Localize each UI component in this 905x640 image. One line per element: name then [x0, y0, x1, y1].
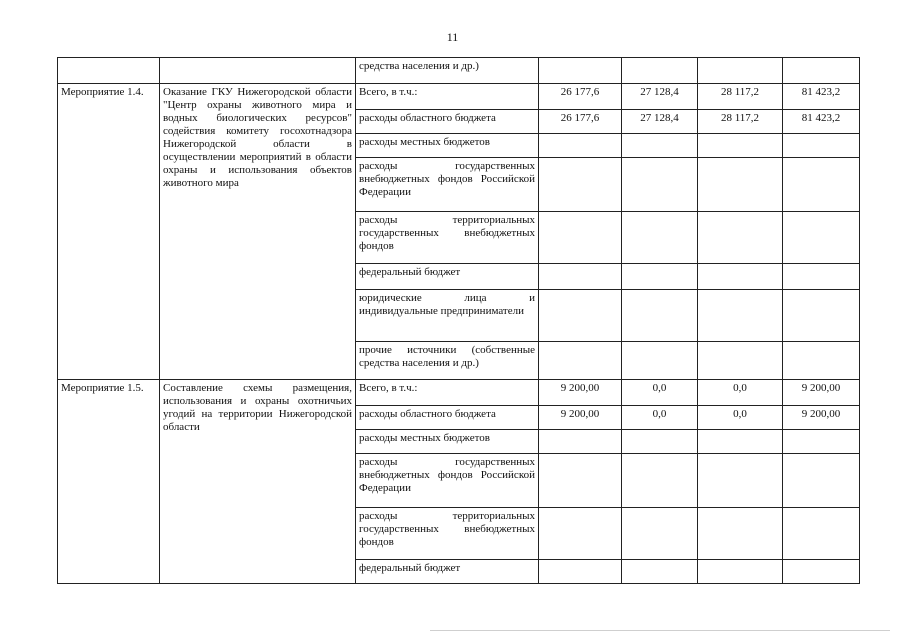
- source-cell: расходы областного бюджета: [356, 110, 539, 134]
- source-cell: федеральный бюджет: [356, 264, 539, 290]
- value-cell: [622, 454, 698, 508]
- value-cell: 9 200,00: [539, 380, 622, 406]
- code-cell: [58, 58, 160, 84]
- table-row: [58, 84, 860, 110]
- value-cell: [698, 342, 783, 380]
- value-cell: [622, 342, 698, 380]
- value-cell: [539, 430, 622, 454]
- value-cell: 0,0: [622, 406, 698, 430]
- source-cell: Всего, в т.ч.:: [356, 380, 539, 406]
- value-cell: [539, 264, 622, 290]
- scan-edge-line: [430, 630, 890, 631]
- value-cell: [698, 454, 783, 508]
- table-row: [58, 380, 860, 406]
- value-cell: [539, 158, 622, 212]
- source-cell: расходы территориальных государственных внебюджетных фондов: [356, 508, 539, 560]
- value-cell: 0,0: [698, 406, 783, 430]
- value-cell: [622, 430, 698, 454]
- value-cell: [783, 134, 860, 158]
- source-cell: расходы областного бюджета: [356, 406, 539, 430]
- value-cell: [698, 134, 783, 158]
- value-cell: 0,0: [698, 380, 783, 406]
- value-cell: 26 177,6: [539, 110, 622, 134]
- value-cell: 28 117,2: [698, 110, 783, 134]
- value-cell: [622, 212, 698, 264]
- value-cell: [783, 264, 860, 290]
- value-cell: [698, 508, 783, 560]
- source-cell: прочие источники (собственные средства населения и др.): [356, 342, 539, 380]
- value-cell: [539, 212, 622, 264]
- value-cell: [698, 560, 783, 584]
- value-cell: [622, 560, 698, 584]
- source-cell: Всего, в т.ч.:: [356, 84, 539, 110]
- value-cell: [698, 212, 783, 264]
- value-cell: 27 128,4: [622, 110, 698, 134]
- measure-code: Мероприятие 1.5.: [58, 380, 160, 584]
- page-number: 11: [446, 30, 459, 44]
- value-cell: 9 200,00: [539, 406, 622, 430]
- value-cell: [783, 212, 860, 264]
- source-cell: расходы государственных внебюджетных фондов Российской Федерации: [356, 454, 539, 508]
- measure-description: Оказание ГКУ Нижегородской области "Центр охраны животного мира и водных биологических ресурсов" содействия комитету госохотнадзора Нижегородской области в осуществлении мероприятий в области охраны и использования объектов животного мира: [160, 84, 356, 380]
- source-cell: расходы территориальных государственных внебюджетных фондов: [356, 212, 539, 264]
- table-row: [58, 58, 860, 84]
- source-cell: расходы местных бюджетов: [356, 134, 539, 158]
- value-cell: 9 200,00: [783, 406, 860, 430]
- measure-description: Составление схемы размещения, использования и охраны охотничьих угодий на территории Нижегородской области: [160, 380, 356, 584]
- value-cell: [783, 454, 860, 508]
- value-cell: [783, 342, 860, 380]
- value-cell: [783, 290, 860, 342]
- value-cell: [622, 58, 698, 84]
- measure-code: Мероприятие 1.4.: [58, 84, 160, 380]
- source-cell: юридические лица и индивидуальные предприниматели: [356, 290, 539, 342]
- value-cell: [539, 134, 622, 158]
- value-cell: [622, 158, 698, 212]
- value-cell: [783, 158, 860, 212]
- value-cell: [783, 560, 860, 584]
- value-cell: [622, 290, 698, 342]
- value-cell: 28 117,2: [698, 84, 783, 110]
- budget-table: [57, 57, 860, 584]
- value-cell: [698, 430, 783, 454]
- value-cell: [783, 508, 860, 560]
- value-cell: [698, 290, 783, 342]
- value-cell: [783, 58, 860, 84]
- value-cell: [783, 430, 860, 454]
- value-cell: 27 128,4: [622, 84, 698, 110]
- value-cell: [539, 560, 622, 584]
- value-cell: [539, 290, 622, 342]
- source-cell: средства населения и др.): [356, 58, 539, 84]
- value-cell: [622, 264, 698, 290]
- value-cell: [622, 134, 698, 158]
- value-cell: [539, 454, 622, 508]
- description-cell: [160, 58, 356, 84]
- value-cell: [539, 342, 622, 380]
- value-cell: [622, 508, 698, 560]
- value-cell: [698, 158, 783, 212]
- value-cell: [698, 264, 783, 290]
- value-cell: 0,0: [622, 380, 698, 406]
- value-cell: [539, 508, 622, 560]
- source-cell: расходы местных бюджетов: [356, 430, 539, 454]
- value-cell: 81 423,2: [783, 110, 860, 134]
- source-cell: расходы государственных внебюджетных фондов Российской Федерации: [356, 158, 539, 212]
- value-cell: [698, 58, 783, 84]
- value-cell: 9 200,00: [783, 380, 860, 406]
- value-cell: [539, 58, 622, 84]
- value-cell: 81 423,2: [783, 84, 860, 110]
- value-cell: 26 177,6: [539, 84, 622, 110]
- source-cell: федеральный бюджет: [356, 560, 539, 584]
